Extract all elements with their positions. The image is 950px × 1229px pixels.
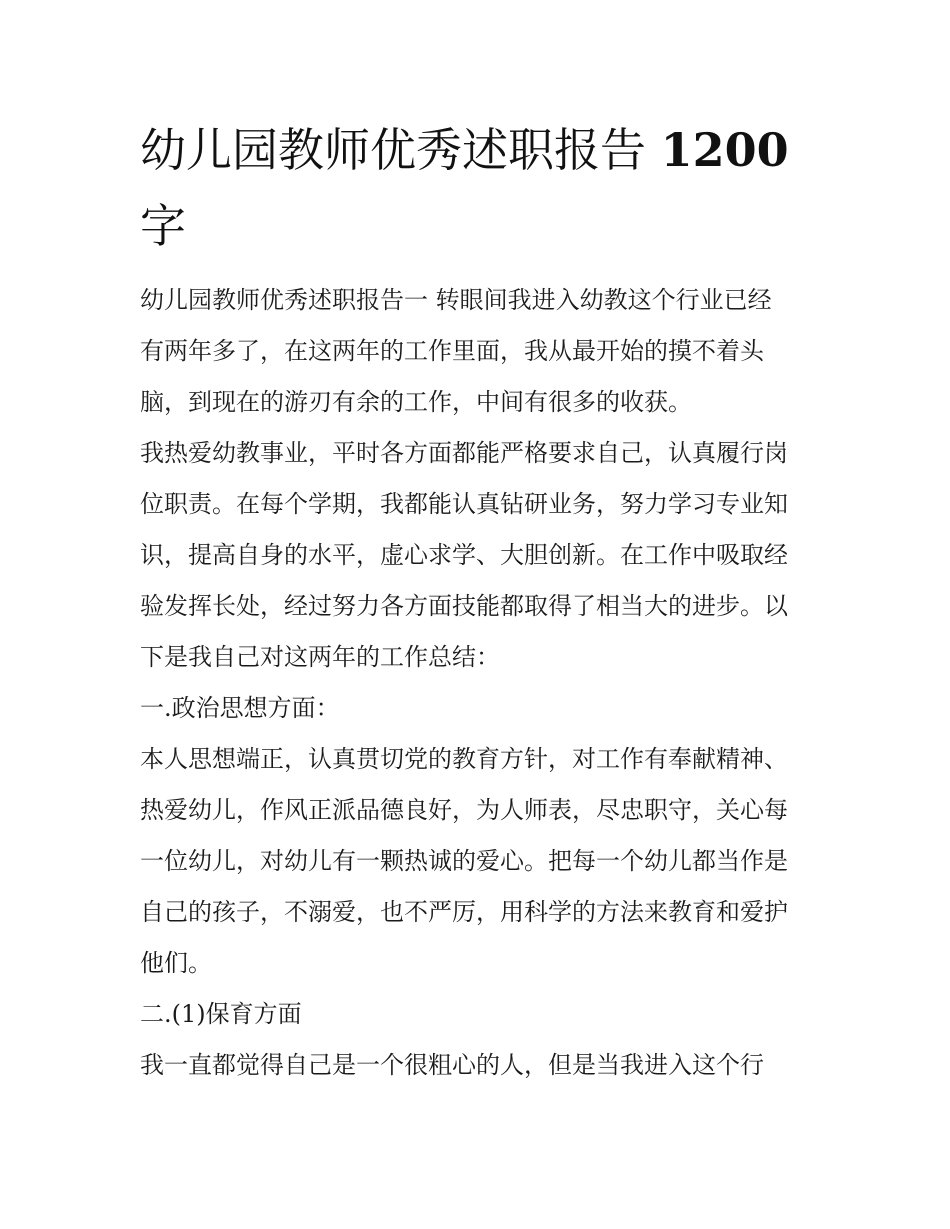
title-number: 1200 (660, 123, 789, 177)
body-line: 热爱幼儿，作风正派品德良好，为人师表，尽忠职守，关心每 (140, 796, 788, 824)
body-line: 验发挥长处，经过努力各方面技能都取得了相当大的进步。以 (140, 592, 788, 620)
body-line: 幼儿园教师优秀述职报告一 转眼间我进入幼教这个行业已经 (140, 286, 772, 314)
body-line: 他们。 (140, 949, 212, 977)
body-line: 我热爱幼教事业，平时各方面都能严格要求自己，认真履行岗 (140, 439, 788, 467)
section-heading: 二.(1)保育方面 (140, 1000, 302, 1028)
body-line: 有两年多了，在这两年的工作里面，我从最开始的摸不着头 (140, 337, 764, 365)
body-line: 我一直都觉得自己是一个很粗心的人，但是当我进入这个行 (140, 1051, 764, 1079)
body-line: 一位幼儿，对幼儿有一颗热诚的爱心。把每一个幼儿都当作是 (140, 847, 788, 875)
body-line: 脑，到现在的游刃有余的工作，中间有很多的收获。 (140, 388, 692, 416)
body-line: 识，提高自身的水平，虚心求学、大胆创新。在工作中吸取经 (140, 541, 788, 569)
title-main-text: 幼儿园教师优秀述职报告 (140, 123, 646, 177)
body-line: 位职责。在每个学期，我都能认真钻研业务，努力学习专业知 (140, 490, 788, 518)
document-body (140, 284, 812, 1100)
body-line: 本人思想端正，认真贯切党的教育方针，对工作有奉献精神、 (140, 745, 788, 773)
body-line: 下是我自己对这两年的工作总结： (140, 643, 500, 671)
title-end-text: 字 (140, 199, 186, 253)
section-heading: 一.政治思想方面： (140, 694, 340, 722)
body-line: 自己的孩子，不溺爱，也不严厉，用科学的方法来教育和爱护 (140, 898, 788, 926)
document-title (140, 112, 820, 264)
